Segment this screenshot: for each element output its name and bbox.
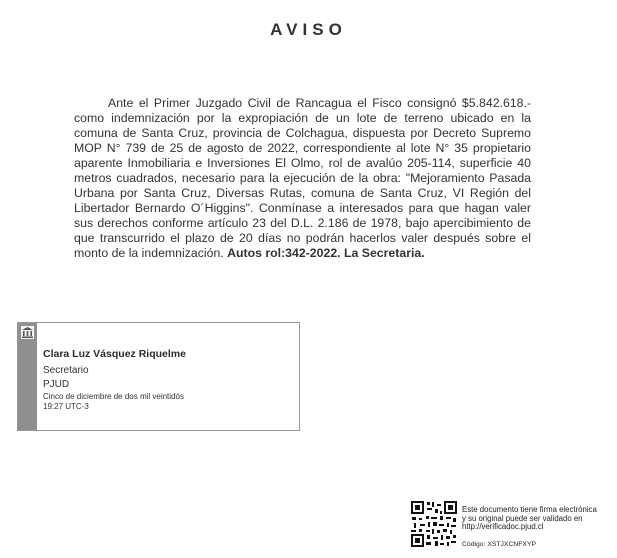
verification-line-1: Este documento tiene firma electrónica bbox=[462, 505, 597, 514]
verification-code: Código: XSTJXCNFXYP bbox=[462, 541, 537, 548]
signature-datetime bbox=[43, 392, 184, 412]
verification-url[interactable]: http://verificadoc.pjud.cl bbox=[462, 522, 544, 532]
qr-code-icon bbox=[410, 500, 458, 548]
verification-text bbox=[462, 506, 597, 532]
notice-body bbox=[74, 96, 531, 261]
notice-paragraph: Ante el Primer Juzgado Civil de Rancagua el Fisco consignó $5.842.618.- como indemnización por la expropiación de un lote de terreno ubicado en la comuna de Santa Cruz, provincia de Colchagua, dispuesta por Decreto Supremo MOP N° 739 de 25 de agosto de 2022, correspondiente al lote N° 35 propietario aparente Inmobiliaria e Inversiones El Olmo, rol de avalúo 205-114, superficie 40 metros cuadrados, necesario para la ejecución de la obra: "Mejoramiento Pasada Urbana por Santa Cruz, Diversas Rutas, comuna de Santa Cruz, VI Región del Libertador Bernardo O´Higgins". Conmínase a interesados para que hagan valer sus derechos conforme artículo 23 del D.L. 2.186 de 1978, bajo apercibimiento de que transcurrido el plazo de 20 días no podrán hacerlos valer después sobre el monto de la indemnización. bbox=[74, 96, 531, 260]
notice-title: AVISO bbox=[270, 20, 347, 39]
notice-closing: Autos rol:342-2022. La Secretaria. bbox=[227, 246, 425, 260]
verification-line-2: y su original puede ser validado en bbox=[462, 513, 583, 523]
signer-role: Secretario bbox=[43, 365, 89, 376]
electronic-signature-box bbox=[17, 322, 300, 431]
signer-name: Clara Luz Vásquez Riquelme bbox=[43, 348, 186, 360]
signature-time: 19:27 UTC-3 bbox=[43, 402, 89, 411]
signer-organization: PJUD bbox=[43, 379, 70, 390]
signature-date: Cinco de diciembre de dos mil veintidós bbox=[43, 392, 184, 401]
verification-block bbox=[410, 500, 615, 554]
courthouse-icon bbox=[21, 326, 34, 339]
signature-side-strip bbox=[18, 323, 37, 430]
